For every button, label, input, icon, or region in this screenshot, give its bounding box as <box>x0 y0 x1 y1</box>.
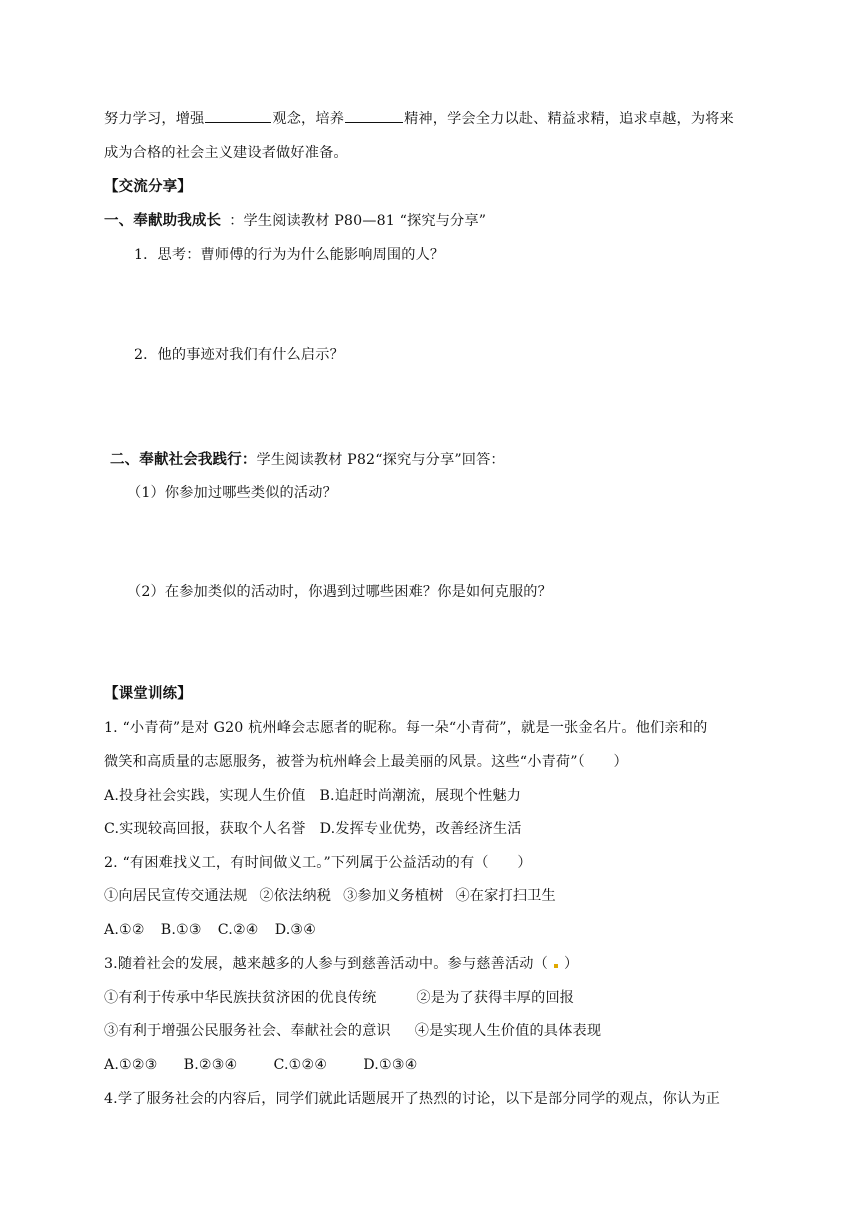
part2-line <box>110 450 505 470</box>
q2-option-d[interactable]: D.③④ <box>274 922 317 938</box>
part1-question-2: 2．他的事迹对我们有什么启示？ <box>134 347 344 363</box>
fill-blank-1[interactable] <box>205 109 271 123</box>
part1-desc: ：学生阅读教材 P80—81 “探究与分享” <box>229 213 487 229</box>
q2-item: ③参加义务植树 <box>343 888 444 904</box>
q3-item: ③有利于增强公民服务社会、奉献社会的意识 <box>104 1023 391 1039</box>
q3-option-c[interactable]: C.①②④ <box>273 1057 328 1073</box>
fill-blank-2[interactable] <box>345 109 403 123</box>
exchange-heading: 【交流分享】 <box>104 179 192 195</box>
q2-line-1: 2. “有困难找义工，有时间做义工。”下列属于公益活动的有（ ） <box>104 855 532 871</box>
intro-text-2: 观念，培养 <box>272 111 345 127</box>
q3-option-b[interactable]: B.②③④ <box>183 1057 238 1073</box>
part2-desc: 学生阅读教材 P82“探究与分享”回答： <box>256 452 505 468</box>
intro-text-1: 努力学习，增强 <box>104 111 205 127</box>
q1-option-d[interactable]: D.发挥专业优势，改善经济生活 <box>319 821 522 837</box>
part1-question-1: 1．思考：曹师傅的行为为什么能影响周围的人？ <box>134 247 445 263</box>
q4-line-1: 4.学了服务社会的内容后，同学们就此话题展开了热烈的讨论，以下是部分同学的观点，你认为正 <box>104 1091 721 1107</box>
q3-items-12 <box>104 988 574 1008</box>
q2-option-b[interactable]: B.①③ <box>160 922 202 938</box>
q2-option-c[interactable]: C.②④ <box>217 922 259 938</box>
q2-option-a[interactable]: A.①② <box>104 922 145 938</box>
q3-options <box>104 1055 418 1075</box>
q2-options <box>104 920 316 940</box>
q3-item: ②是为了获得丰厚的回报 <box>416 990 575 1006</box>
q1-line-2: 微笑和高质量的志愿服务，被誉为杭州峰会上最美丽的风景。这些“小青荷”（ ） <box>104 754 628 770</box>
q2-items <box>104 886 556 906</box>
q1-option-c[interactable]: C.实现较高回报，获取个人名誉 <box>104 821 306 837</box>
q3-option-a[interactable]: A.①②③ <box>104 1057 158 1073</box>
q3-line-1 <box>104 954 578 974</box>
part1-line <box>104 211 486 231</box>
q1-line-1: 1. “小青荷”是对 G20 杭州峰会志愿者的昵称。每一朵“小青荷”，就是一张金名片。他们亲和的 <box>104 720 708 736</box>
q1-option-b[interactable]: B.追赶时尚潮流，展现个性魅力 <box>319 788 522 804</box>
q2-item: ④在家打扫卫生 <box>455 888 556 904</box>
part2-title: 二、奉献社会我践行： <box>110 452 257 468</box>
q3-item: ①有利于传承中华民族扶贫济困的优良传统 <box>104 990 377 1006</box>
intro-line-2: 成为合格的社会主义建设者做好准备。 <box>104 145 348 161</box>
q2-item: ①向居民宣传交通法规 <box>104 888 248 904</box>
q1-options-ab <box>104 786 521 806</box>
q3-items-34 <box>104 1021 601 1041</box>
q3-stem: 3.随着社会的发展，越来越多的人参与到慈善活动中。参与慈善活动（ <box>104 956 548 972</box>
part1-title: 一、奉献助我成长 <box>104 213 222 229</box>
q3-option-d[interactable]: D.①③④ <box>363 1057 418 1073</box>
training-heading: 【课堂训练】 <box>104 686 192 702</box>
q2-item: ②依法纳税 <box>259 888 332 904</box>
q1-options-cd <box>104 819 522 839</box>
q1-option-a[interactable]: A.投身社会实践，实现人生价值 <box>104 788 306 804</box>
intro-text-3: 精神，学会全力以赴、精益求精，追求卓越，为将来 <box>404 111 734 127</box>
q3-stem-end: ） <box>563 956 579 972</box>
part2-question-2: （2）在参加类似的活动时，你遇到过哪些困难？你是如何克服的？ <box>127 584 552 600</box>
part2-question-1: （1）你参加过哪些类似的活动？ <box>127 485 337 501</box>
q3-item: ④是实现人生价值的具体表现 <box>414 1023 602 1039</box>
intro-line-1 <box>104 109 734 129</box>
marker-dot-icon <box>554 964 558 968</box>
